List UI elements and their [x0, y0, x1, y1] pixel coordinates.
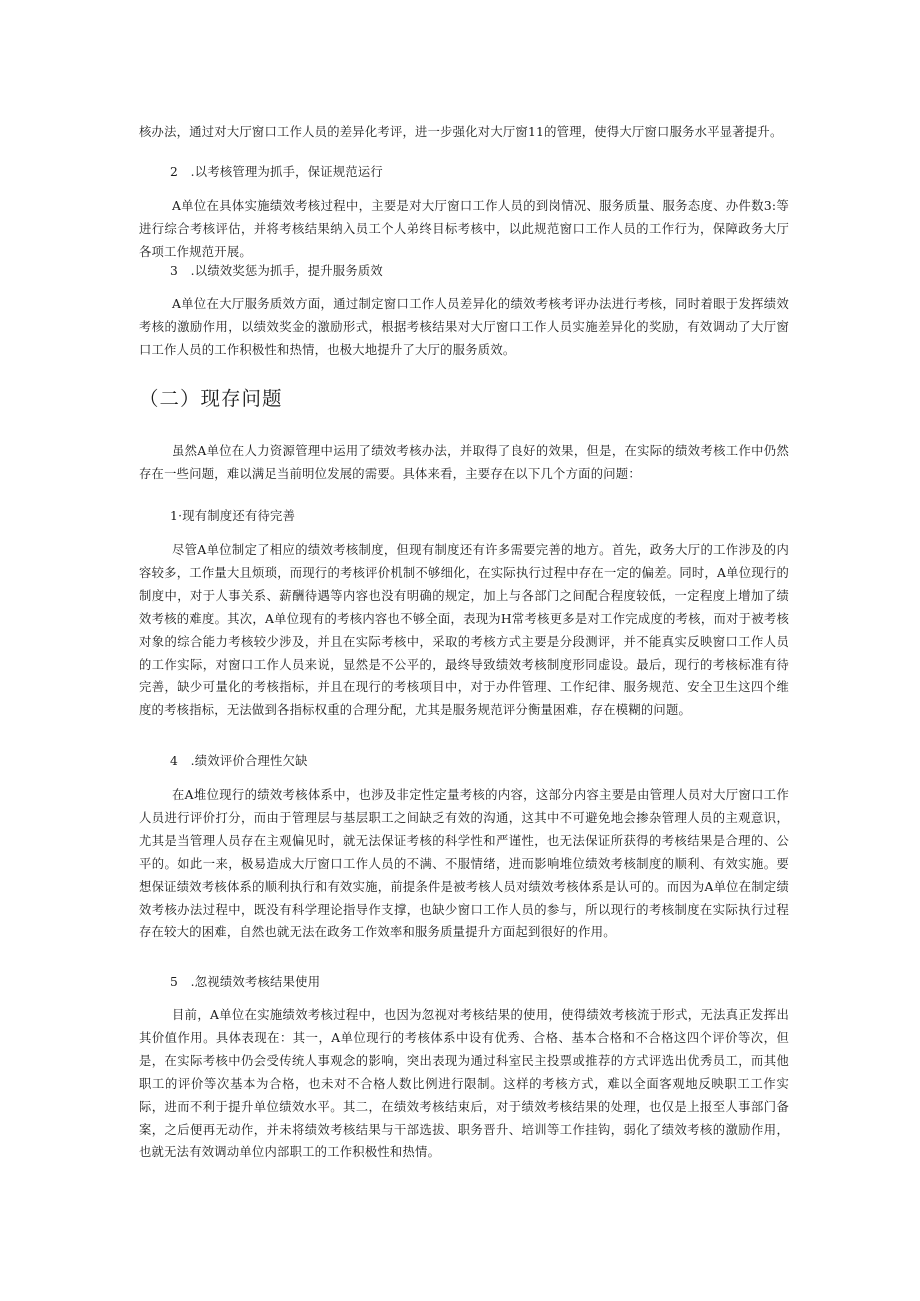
- subheading-3: 3 .以绩效奖惩为抓手，提升服务质效: [170, 264, 383, 278]
- paragraph-issue-1: 尽管A单位制定了相应的绩效考核制度，但现有制度还有许多需要完善的地方。首先，政务大厅的工作涉及的内容较多，工作量大且烦琐，而现行的考核评价机制不够细化，在实际执行过程中存在一定的偏差。同时，A单位现行的制度中，对于人事关系、薪酬待遇等内容也没有明确的规定，加上与各部门之间配合程度较低，一定程度上增加了绩效考核的难度。其次，A单位现有的考核内容也不够全面，表现为H常考核更多是对工作完成度的考核，而对于被考核对象的综合能力考核较少涉及，并且在实际考核中，采取的考核方式主要是分段测评，并不能真实反映窗口工作人员的工作实际，对窗口工作人员来说，显然是不公平的，最终导致绩效考核制度形同虚设。最后，现行的考核标准有待完善，缺少可量化的考核指标，并且在现行的考核项目中，对于办件管理、工作纪律、服务规范、安全卫生这四个维度的考核指标，无法做到各指标权重的合理分配，尤其是服务规范评分衡量困难，存在模糊的问题。: [139, 543, 789, 718]
- paragraph-issue-5: 目前，A单位在实施绩效考核过程中，也因为忽视对考核结果的使用，使得绩效考核流于形式，无法真正发挥出其价值作用。具体表现在：其一，A单位现行的考核体系中设有优秀、合格、基本合格和不合格这四个评价等次，但是，在实际考核中仍会受传统人事观念的影响，突出表现为通过科室民主投票或推荐的方式评选出优秀员工，而其他职工的评价等次基本为合格，也未对不合格人数比例进行限制。这样的考核方式，难以全面客观地反映职工工作实际，进而不利于提升单位绩效水平。其二，在绩效考核结束后，对于绩效考核结果的处理，也仅是上报至人事部门备案，之后便再无动作，并未将绩效考核结果与干部选拔、职务晋升、培训等工作挂钩，弱化了绩效考核的激励作用，也就无法有效调动单位内部职工的工作积极性和热情。: [139, 1008, 789, 1160]
- subheading-2: 2 .以考核管理为抓手，保证规范运行: [170, 165, 383, 179]
- paragraph-3-body: A单位在大厅服务质效方面，通过制定窗口工作人员差异化的绩效考核考评办法进行考核，同时着眼于发挥绩效考核的激励作用，以绩效奖金的激励形式，根据考核结果对大厅窗口工作人员实施差异化的奖励，有效调动了大厅窗口工作人员的工作积极性和热情，也极大地提升了大厅的服务质效。: [139, 297, 789, 357]
- subheading-issue-5: 5 .忽视绩效考核结果使用: [170, 975, 321, 989]
- subheading-issue-1: 1·现有制度还有待完善: [170, 509, 296, 523]
- section-heading: （二）现存问题: [139, 387, 283, 410]
- paragraph-2-body: A单位在具体实施绩效考核过程中，主要是对大厅窗口工作人员的到岗情况、服务质量、服务态度、办件数3:等进行综合考核评估，并将考核结果纳入员工个人弟终目标考核中，以此规范窗口工作人员的工作行为，保障政务大厅各项工作规范开展。: [139, 199, 789, 259]
- section-intro: 虽然A单位在人力资源管理中运用了绩效考核办法，并取得了良好的效果，但是，在实际的绩效考核工作中仍然存在一些问题，难以满足当前明位发展的需要。具体来看，主要存在以下几个方面的问题：: [139, 444, 789, 481]
- subheading-issue-4: 4 .绩效评价合理性欠缺: [170, 754, 308, 768]
- lead-paragraph-line: 核办法，通过对大厅窗口工作人员的差异化考评，进一步强化对大厅窗11的管理，使得大厅窗口服务水平显著提升。: [139, 125, 783, 139]
- paragraph-issue-4: 在A堆位现行的绩效考核体系中，也涉及非定性定量考核的内容，这部分内容主要是由管理人员对大厅窗口工作人员进行评价打分，而由于管理层与基层职工之间缺乏有效的沟通，这其中不可避免地会掺杂管理人员的主观意识，尤其是当管理人员存在主观偏见时，就无法保证考核的科学性和严谨性，也无法保证所获得的考核结果是合理的、公平的。如此一来，极易造成大厅窗口工作人员的不满、不服情绪，进而影响堆位绩效考核制度的顺利、有效实施。要想保证绩效考核体系的顺利执行和有效实施，前提条件是被考核人员对绩效考核体系是认可的。而因为A单位在制定绩效考核办法过程中，既没有科学理论指导作支撑，也缺少窗口工作人员的参与，所以现行的考核制度在实际执行过程存在较大的困难，自然也就无法在政务工作效率和服务质量提升方面起到很好的作用。: [139, 788, 789, 940]
